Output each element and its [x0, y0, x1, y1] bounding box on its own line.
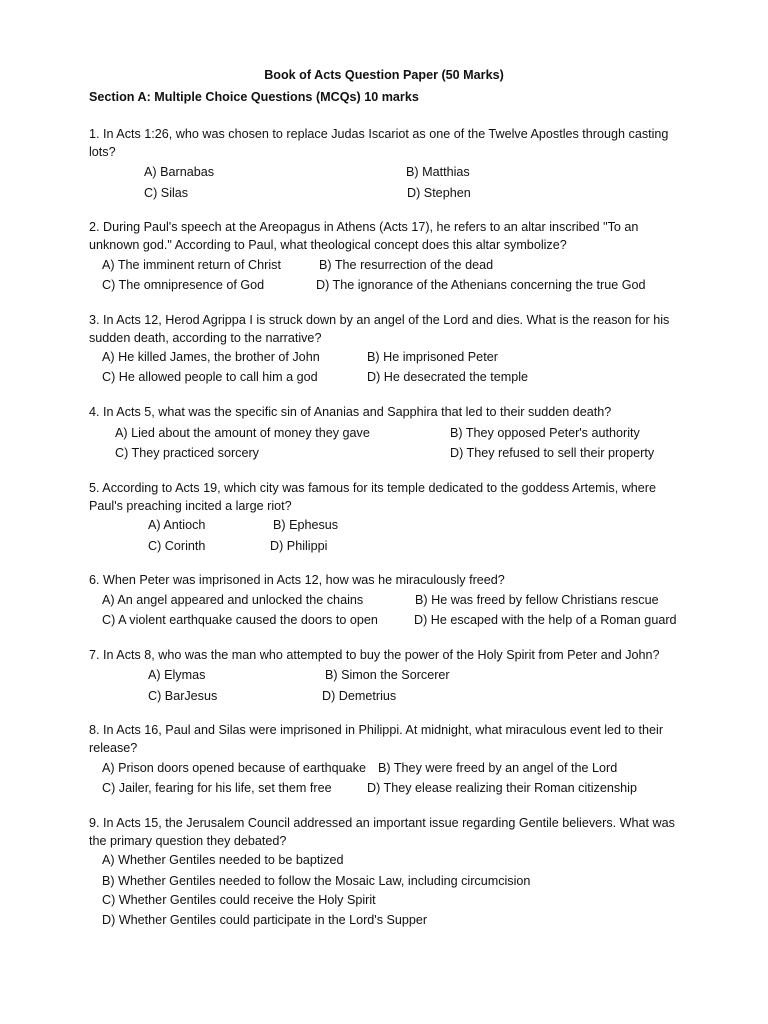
option-b: B) Whether Gentiles needed to follow the Mosaic Law, including circumcision: [102, 874, 531, 888]
option-d: D) They elease realizing their Roman citizenship: [367, 781, 637, 795]
option-c: C) BarJesus: [148, 689, 218, 703]
option-d: D) Demetrius: [322, 689, 397, 703]
option-b: B) Simon the Sorcerer: [325, 668, 450, 682]
option-c: C) Whether Gentiles could receive the Holy Spirit: [102, 893, 376, 907]
option-d: D) They refused to sell their property: [450, 446, 655, 460]
option-a: A) Elymas: [148, 668, 206, 682]
question-text: 2. During Paul's speech at the Areopagus in Athens (Acts 17), he refers to an altar inscribed "To an unknown god." According to Paul, what theological concept does this altar symbolize?: [89, 220, 639, 252]
question-text: 5. According to Acts 19, which city was famous for its temple dedicated to the goddess Artemis, where Paul's preaching incited a large riot?: [89, 481, 657, 513]
option-d: D) The ignorance of the Athenians concerning the true God: [316, 278, 646, 292]
option-d: D) Philippi: [270, 539, 328, 553]
option-b: B) They opposed Peter's authority: [450, 426, 640, 440]
option-b: B) Ephesus: [273, 518, 339, 532]
option-b: B) They were freed by an angel of the Lord: [378, 761, 618, 775]
option-a: A) Antioch: [148, 518, 206, 532]
option-d: D) He escaped with the help of a Roman guard: [414, 613, 677, 627]
option-c: C) Corinth: [148, 539, 206, 553]
option-a: A) An angel appeared and unlocked the chains: [102, 593, 364, 607]
option-b: B) He was freed by fellow Christians rescue: [415, 593, 659, 607]
option-c: C) The omnipresence of God: [102, 278, 265, 292]
option-c: C) Silas: [144, 186, 189, 200]
option-b: B) Matthias: [406, 165, 470, 179]
question-text: 6. When Peter was imprisoned in Acts 12, how was he miraculously freed?: [89, 573, 505, 587]
option-c: C) A violent earthquake caused the doors to open: [102, 613, 378, 627]
option-a: A) The imminent return of Christ: [102, 258, 281, 272]
question-text: 4. In Acts 5, what was the specific sin of Ananias and Sapphira that led to their sudden death?: [89, 405, 612, 419]
option-c: C) Jailer, fearing for his life, set them free: [102, 781, 332, 795]
option-a: A) Prison doors opened because of earthquake: [102, 761, 366, 775]
question-text: 9. In Acts 15, the Jerusalem Council addressed an important issue regarding Gentile believers. What was the primary question they debated?: [89, 816, 675, 848]
option-c: C) He allowed people to call him a god: [102, 370, 318, 384]
option-b: B) The resurrection of the dead: [319, 258, 494, 272]
question-text: 7. In Acts 8, who was the man who attempted to buy the power of the Holy Spirit from Peter and John?: [89, 648, 660, 662]
question-text: 1. In Acts 1:26, who was chosen to replace Judas Iscariot as one of the Twelve Apostles through casting lots?: [89, 127, 669, 159]
option-a: A) Whether Gentiles needed to be baptized: [102, 853, 344, 867]
option-a: A) Barnabas: [144, 165, 215, 179]
question-text: 3. In Acts 12, Herod Agrippa I is struck down by an angel of the Lord and dies. What is the reason for his sudden death, according to the narrative?: [89, 313, 670, 345]
option-a: A) He killed James, the brother of John: [102, 350, 320, 364]
paper-title: Book of Acts Question Paper (50 Marks): [264, 68, 504, 82]
option-a: A) Lied about the amount of money they gave: [115, 426, 370, 440]
option-d: D) Whether Gentiles could participate in the Lord's Supper: [102, 913, 428, 927]
option-d: D) Stephen: [407, 186, 471, 200]
section-heading: Section A: Multiple Choice Questions (MCQs) 10 marks: [89, 90, 419, 104]
option-c: C) They practiced sorcery: [115, 446, 259, 460]
question-text: 8. In Acts 16, Paul and Silas were imprisoned in Philippi. At midnight, what miraculous event led to their release?: [89, 723, 664, 755]
option-d: D) He desecrated the temple: [367, 370, 529, 384]
option-b: B) He imprisoned Peter: [367, 350, 498, 364]
